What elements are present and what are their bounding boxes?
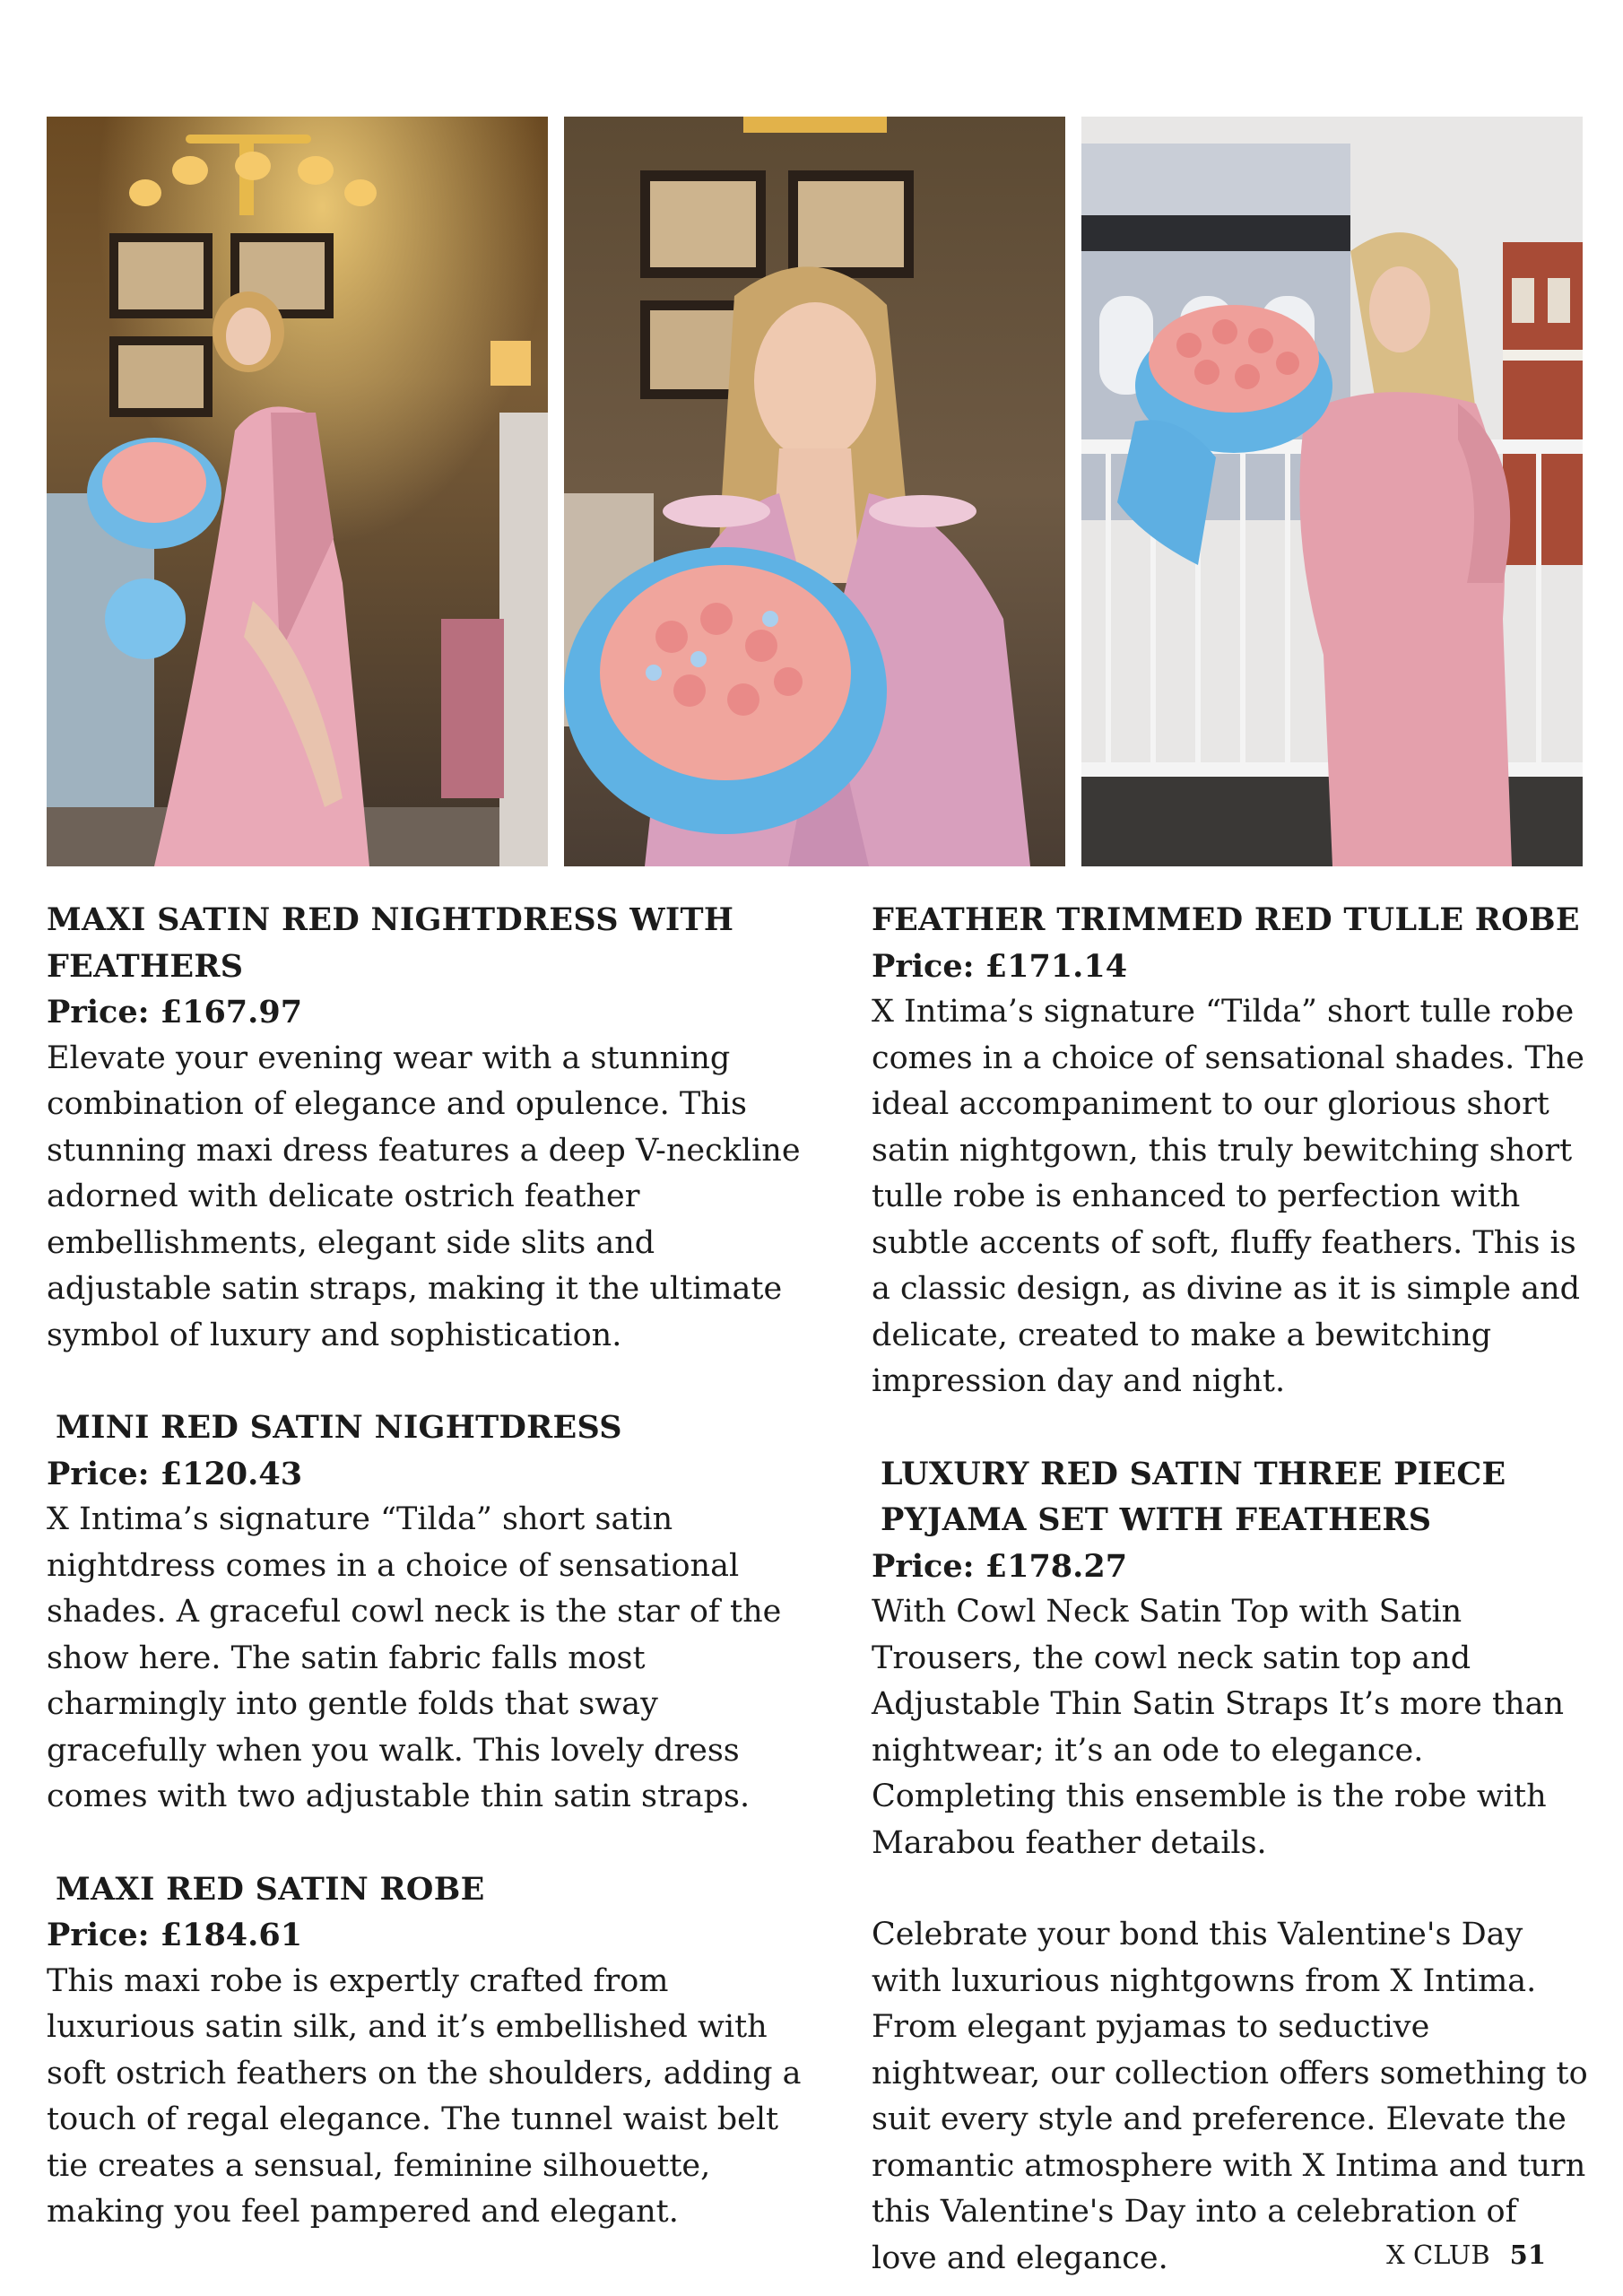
closing-paragraph: Celebrate your bond this Valentine's Day with luxurious nightgowns from X Intima. From elegant pyjamas to seductive nightwear, our collection offers something to suit every style and preference. Elevate the romantic atmosphere with X Intima and turn this Valentine's Day into a celebration of love and elegance. (872, 1917, 1588, 2276)
product-description: With Cowl Neck Satin Top with Satin Trousers, the cowl neck satin top and Adjustable Thin Satin Straps It’s more than nightwear; it’s an ode to elegance. Completing this ensemble is the robe with Marabou feather details. (872, 1594, 1564, 1861)
product-title: MAXI RED SATIN ROBE (56, 1870, 485, 1908)
product-maxi-satin-nightdress (47, 897, 818, 1359)
product-description: X Intima’s signature “Tilda” short tulle robe comes in a choice of sensational shades. The ideal accompaniment to our glorious short satin nightgown, this truly bewitching short tulle robe is enhanced to perfection with subtle accents of soft, fluffy feathers. This is a classic design, as divine as it is simple and delicate, created to make a bewitching impression day and night. (872, 994, 1584, 1399)
page-footer (1386, 2239, 1546, 2271)
product-price: Price: £171.14 (872, 947, 1128, 985)
product-mini-satin-nightdress (47, 1405, 818, 1821)
product-title: MINI RED SATIN NIGHTDRESS (56, 1409, 622, 1446)
photo-seated-model (47, 117, 548, 866)
photo-balcony-model (1081, 117, 1583, 866)
product-title: LUXURY RED SATIN THREE PIECE PYJAMA SET WITH FEATHERS (881, 1455, 1506, 1538)
product-price: Price: £178.27 (872, 1547, 1128, 1585)
left-column (47, 897, 818, 2282)
product-price: Price: £167.97 (47, 994, 303, 1031)
product-description: X Intima’s signature “Tilda” short satin nightdress comes in a choice of sensational shades. A graceful cowl neck is the star of the show here. The satin fabric falls most charmingly into gentle folds that sway gracefully when you walk. This lovely dress comes with two adjustable thin satin straps. (47, 1501, 782, 1814)
photo-woman-balcony-bouquet-icon (1081, 117, 1583, 866)
page-number: 51 (1509, 2239, 1546, 2270)
photo-woman-closeup-bouquet-icon (564, 117, 1065, 866)
product-maxi-satin-robe (47, 1866, 818, 2236)
photo-woman-seated-pink-robe-bouquet-icon (47, 117, 548, 866)
photo-closeup-model (564, 117, 1065, 866)
product-price: Price: £184.61 (47, 1917, 303, 1953)
product-description: Elevate your evening wear with a stunning combination of elegance and opulence. This stunning maxi dress features a deep V-neckline adorned with delicate ostrich feather embellishments, elegant side slits and adjustable satin straps, making it the ultimate symbol of luxury and sophistication. (47, 1039, 801, 1353)
footer-brand: X CLUB (1386, 2239, 1490, 2270)
right-column (872, 897, 1589, 2282)
product-price: Price: £120.43 (47, 1455, 303, 1492)
product-feather-tulle-robe (872, 897, 1589, 1405)
product-title: MAXI SATIN RED NIGHTDRESS WITH FEATHERS (47, 901, 734, 985)
product-description: This maxi robe is expertly crafted from luxurious satin silk, and it’s embellished with soft ostrich feathers on the shoulders, adding a touch of regal elegance. The tunnel waist belt tie creates a sensual, feminine silhouette, making you feel pampered and elegant. (47, 1962, 802, 2230)
product-pyjama-set (872, 1451, 1589, 1867)
product-title: FEATHER TRIMMED RED TULLE ROBE (872, 901, 1580, 938)
